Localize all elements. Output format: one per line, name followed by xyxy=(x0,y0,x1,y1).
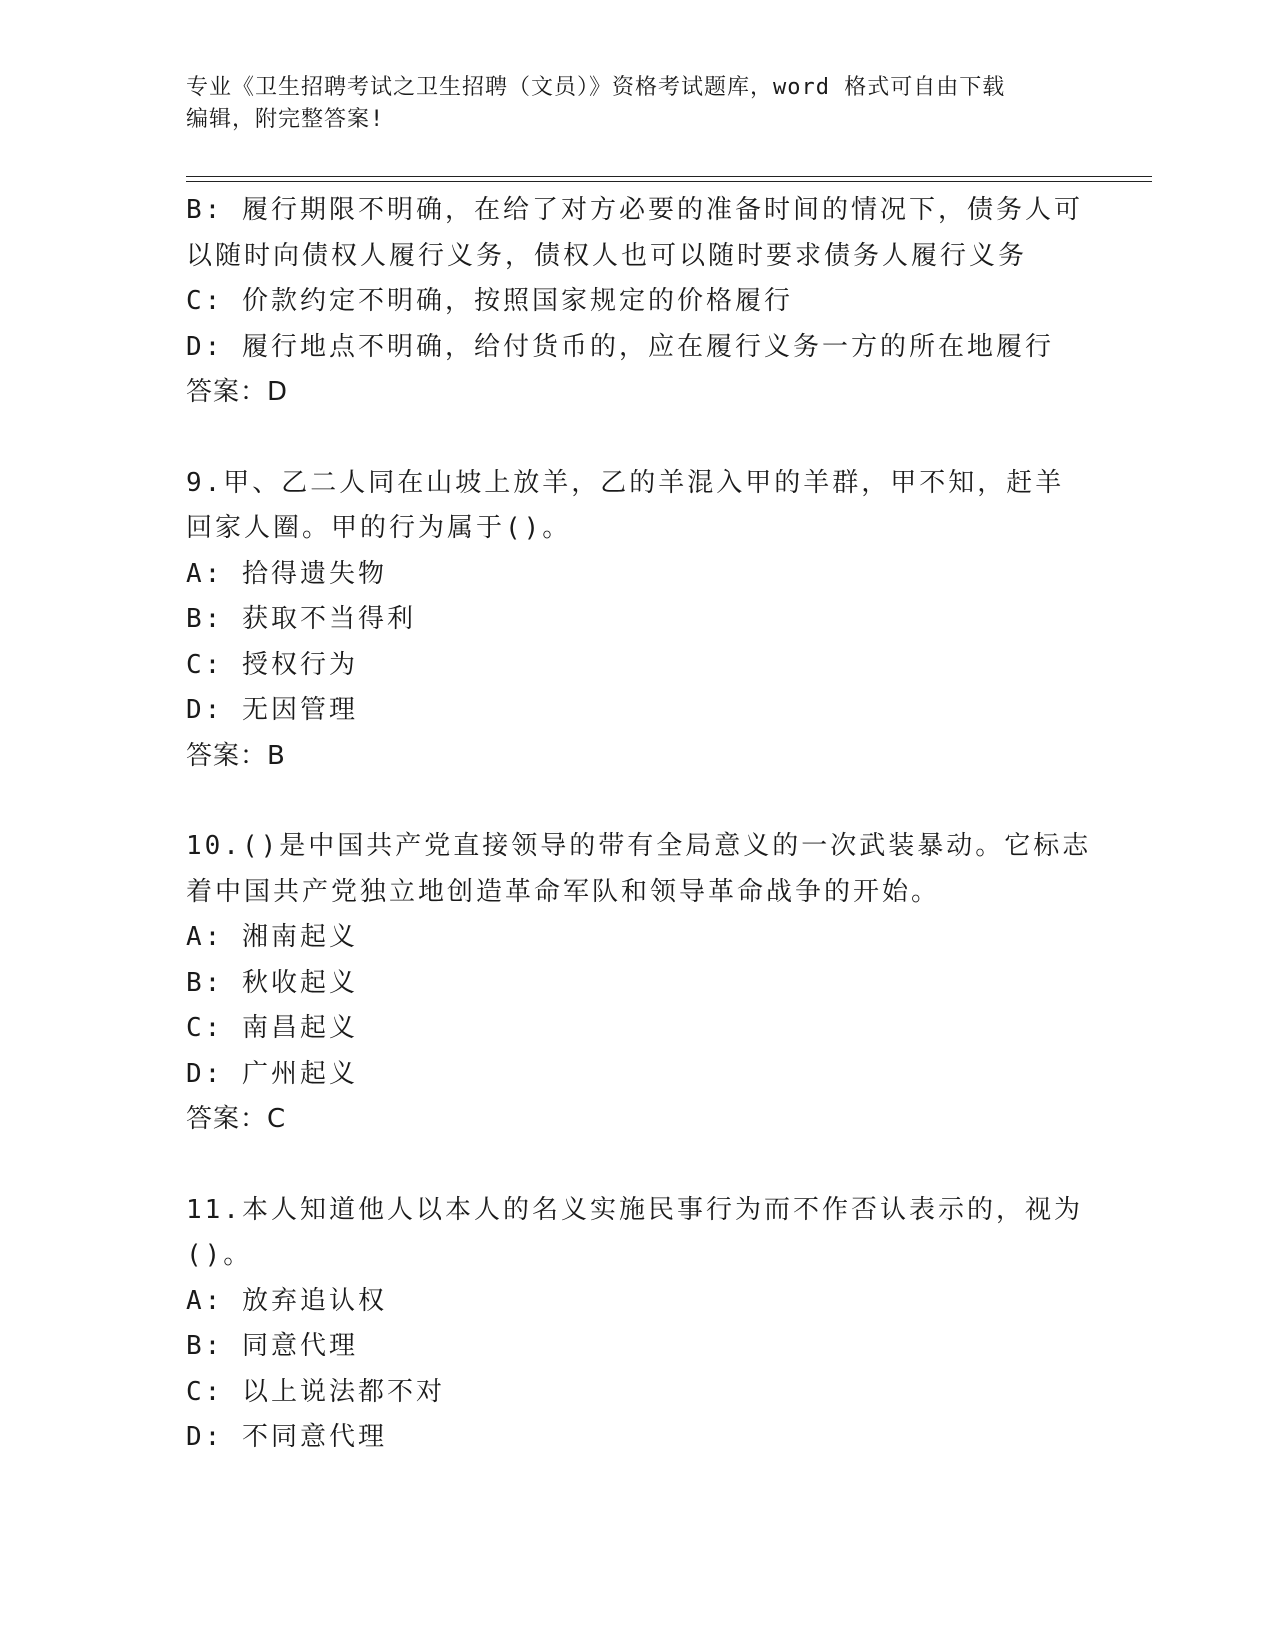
answer: 答案：C xyxy=(186,1104,287,1134)
option-a: A: 拾得遗失物 xyxy=(186,558,387,589)
option-d: D: 广州起义 xyxy=(186,1058,358,1089)
option-a: A: 湘南起义 xyxy=(186,922,358,952)
option-b: B: 秋收起义 xyxy=(186,967,358,998)
option-b: B: 同意代理 xyxy=(186,1331,358,1361)
question-8-continued xyxy=(186,188,1086,416)
question-9 xyxy=(186,461,1086,780)
question-stem-line-2: 回家人圈。甲的行为属于()。 xyxy=(186,513,572,543)
option-b-line-1: B: 履行期限不明确，在给了对方必要的准备时间的情况下，债务人可 xyxy=(186,195,1083,225)
question-stem-line-1: 11.本人知道他人以本人的名义实施民事行为而不作否认表示的，视为 xyxy=(186,1194,1083,1225)
answer: 答案：B xyxy=(186,740,286,771)
option-c: C: 价款约定不明确，按照国家规定的价格履行 xyxy=(186,286,793,316)
option-c: C: 南昌起义 xyxy=(186,1013,358,1043)
option-a: A: 放弃追认权 xyxy=(186,1285,387,1316)
document-header xyxy=(186,72,1086,136)
question-stem-line-1: 9.甲、乙二人同在山坡上放羊，乙的羊混入甲的羊群，甲不知，赶羊 xyxy=(186,467,1065,498)
option-d: D: 不同意代理 xyxy=(186,1422,387,1452)
option-d: D: 履行地点不明确，给付货币的，应在履行义务一方的所在地履行 xyxy=(186,331,1054,362)
document-body xyxy=(186,188,1092,1461)
option-c: C: 授权行为 xyxy=(186,649,358,680)
header-line-1: 专业《卫生招聘考试之卫生招聘（文员）》资格考试题库，word 格式可自由下载 xyxy=(186,75,1006,100)
question-11 xyxy=(186,1188,1086,1461)
header-rule-top xyxy=(186,176,1152,177)
answer: 答案：D xyxy=(186,377,289,407)
option-b: B: 获取不当得利 xyxy=(186,604,416,634)
question-10 xyxy=(186,824,1092,1143)
question-stem-line-1: 10.()是中国共产党直接领导的带有全局意义的一次武装暴动。它标志 xyxy=(186,831,1092,861)
header-rule-bottom xyxy=(186,181,1152,182)
question-stem-line-2: ()。 xyxy=(186,1240,253,1270)
header-line-2: 编辑，附完整答案! xyxy=(186,107,385,132)
option-d: D: 无因管理 xyxy=(186,695,358,725)
question-stem-line-2: 着中国共产党独立地创造革命军队和领导革命战争的开始。 xyxy=(186,876,941,907)
option-c: C: 以上说法都不对 xyxy=(186,1376,445,1407)
option-b-line-2: 以随时向债权人履行义务，债权人也可以随时要求债务人履行义务 xyxy=(186,240,1028,271)
